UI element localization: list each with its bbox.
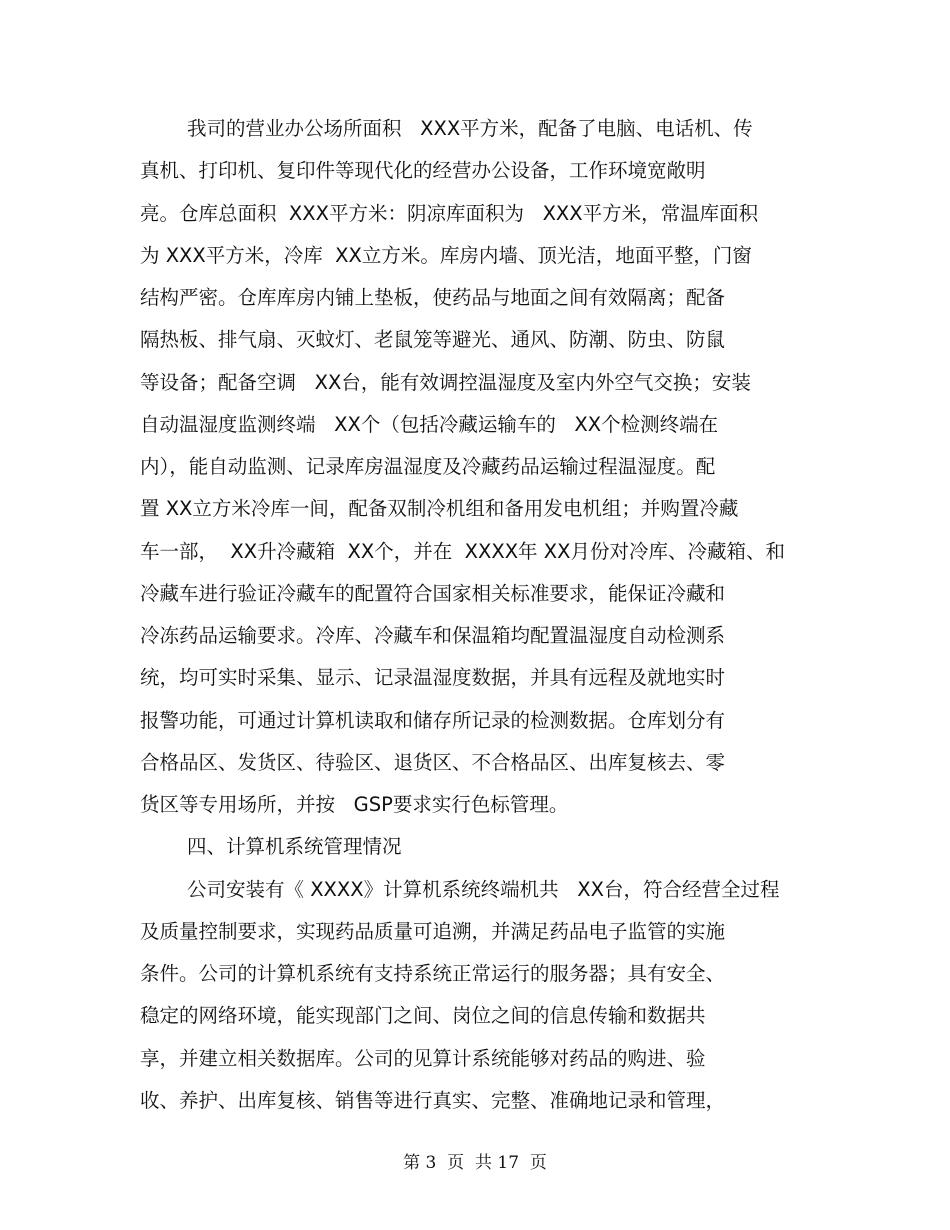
text-line: 及质量控制要求，实现药品质量可追溯，并满足药品电子监管的实施 [140,920,726,943]
page-number-footer: 第 3 页 共 17 页 [403,1153,547,1173]
text-line: 统，均可实时采集、显示、记录温湿度数据，并具有远程及就地实时 [140,666,726,689]
text-line: 冷藏车进行验证冷藏车的配置符合国家相关标准要求，能保证冷藏和 [140,582,726,605]
text-line: 我司的营业办公场所面积 XXX平方米，配备了电脑、电话机、传 [187,117,753,140]
text-line: 为 XXX平方米，冷库 XX立方米。库房内墙、顶光洁，地面平整，门窗 [140,244,752,267]
text-line: 条件。公司的计算机系统有支持系统正常运行的服务器；具有安全、 [140,962,726,985]
text-line: 公司安装有《 XXXX》计算机系统终端机共 XX台，符合经营全过程 [187,878,780,901]
text-line: 合格品区、发货区、待验区、退货区、不合格品区、出库复核去、零 [140,751,726,774]
text-line: 真机、打印机、复印件等现代化的经营办公设备，工作环境宽敞明 [140,159,706,182]
text-line: 享，并建立相关数据库。公司的见算计系统能够对药品的购进、验 [140,1047,706,1070]
text-line: 结构严密。仓库库房内铺上垫板，使药品与地面之间有效隔离；配备 [140,286,726,309]
text-line: 货区等专用场所，并按 GSP要求实行色标管理。 [140,793,569,816]
text-line: 等设备；配备空调 XX台，能有效调控温湿度及室内外空气交换；安装 [140,371,751,394]
text-line: 内），能自动监测、记录库房温湿度及冷藏药品运输过程温湿度。配 [140,455,716,478]
text-line: 隔热板、排气扇、灭蚊灯、老鼠笼等避光、通风、防潮、防虫、防鼠 [140,328,726,351]
text-line: 车一部， XX升冷藏箱 XX个，并在 XXXX年 XX月份对冷库、冷藏箱、和 [140,540,785,563]
text-line: 冷冻药品运输要求。冷库、冷藏车和保温箱均配置温湿度自动检测系 [140,624,726,647]
section-heading: 四、计算机系统管理情况 [187,835,402,858]
text-line: 自动温湿度监测终端 XX个（包括冷藏运输车的 XX个检测终端在 [140,413,719,436]
text-line: 置 XX立方米冷库一间，配备双制冷机组和备用发电机组；并购置冷藏 [140,497,739,520]
text-line: 稳定的网络环境，能实现部门之间、岗位之间的信息传输和数据共 [140,1004,706,1027]
text-line: 报警功能，可通过计算机读取和储存所记录的检测数据。仓库划分有 [140,709,726,732]
text-line: 亮。仓库总面积 XXX平方米：阴凉库面积为 XXX平方米，常温库面积 [140,202,759,225]
text-line: 收、养护、出库复核、销售等进行真实、完整、准确地记录和管理， [140,1089,726,1112]
